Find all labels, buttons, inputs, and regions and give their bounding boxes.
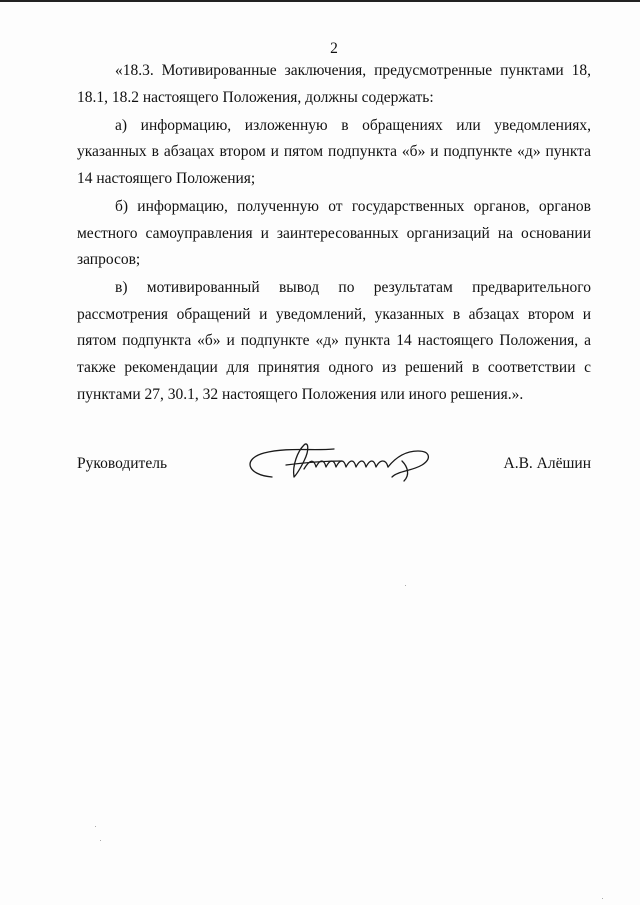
handwritten-signature-icon (242, 437, 442, 487)
signatory-name: А.В. Алёшин (503, 455, 591, 472)
signatory-title: Руководитель (77, 455, 168, 472)
paragraph-18-3: «18.3. Мотивированные заключения, предусмотренные пунктами 18, 18.1, 18.2 настоящего Положения, должны содержать: (77, 62, 591, 106)
paragraph-item-b: б) информацию, полученную от государственных органов, органов местного самоуправления и заинтересованных организаций на основании запросов; (77, 197, 591, 269)
document-body (77, 58, 591, 410)
paragraph-item-v: в) мотивированный вывод по результатам предварительного рассмотрения обращений и уведомлений, указанных в абзацах втором и пятом подпункта «б» и подпункте «д» пункта 14 настоящего Положения, а также рекомендации для принятия одного из решений в соответствии с пунктами 27, 30.1, 32 настоящего Положения или иного решения.». (77, 279, 591, 403)
scan-edge-line (0, 0, 640, 2)
scan-speck (100, 840, 101, 841)
signature-block (77, 437, 591, 497)
page-number: 2 (330, 40, 338, 57)
paragraph-item-a: а) информацию, изложенную в обращениях или уведомлениях, указанных в абзацах втором и пятом подпункта «б» и подпункте «д» пункта 14 настоящего Положения; (77, 116, 591, 187)
scan-speck (602, 898, 603, 899)
scan-speck (405, 585, 406, 586)
scan-speck (95, 826, 96, 827)
